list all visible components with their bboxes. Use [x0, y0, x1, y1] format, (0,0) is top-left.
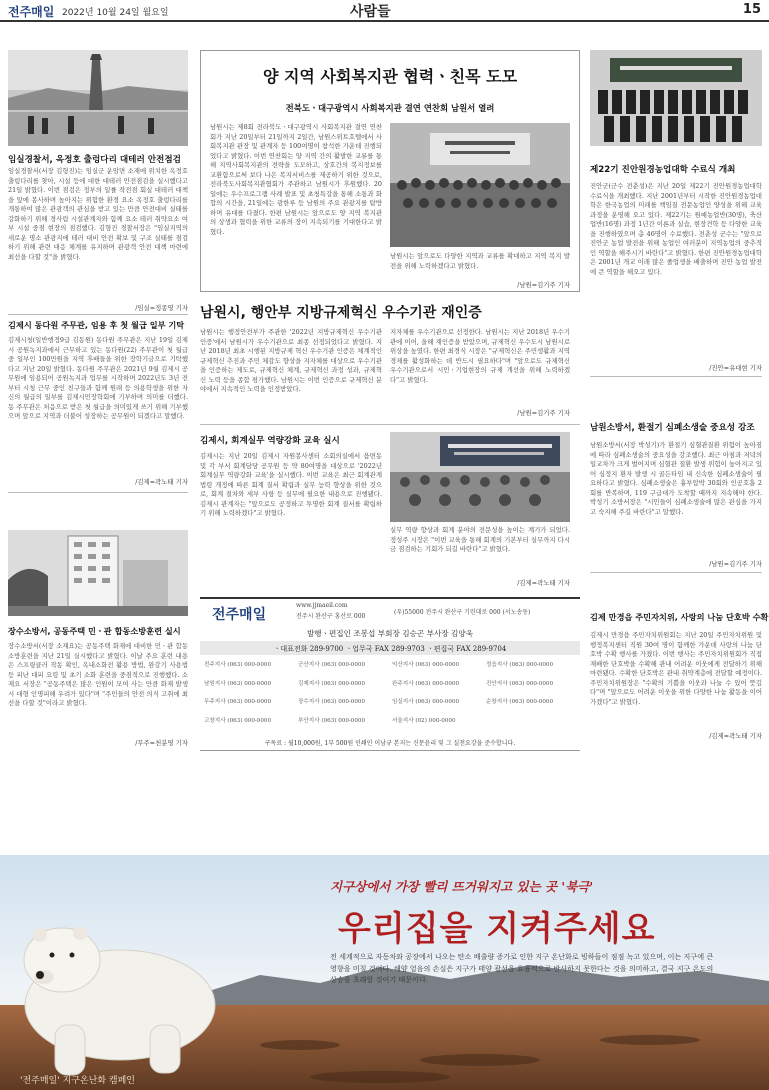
bureau-item: 김제지사 (063) 000-0000	[298, 680, 366, 687]
left-article-1-credit: /임실=정종영 기자	[135, 304, 188, 312]
divider	[200, 424, 580, 425]
center-article-1-body-2: 남원시는 앞으로도 다양한 지역과 교류를 확대하고 지역 복지 발전을 위해 노력하겠다고 밝혔다.	[390, 252, 570, 270]
section-title: 사람들	[350, 4, 391, 20]
masthead-tel: ㆍ대표전화 289-9700 ㆍ업무국 FAX 289-9703 ㆍ편집국 FAX 289-9704	[273, 645, 507, 653]
divider	[590, 572, 762, 573]
bureau-item: 군산지사 (063) 000-0000	[298, 662, 366, 668]
right-article-2-title: 남원소방서, 환절기 심폐소생술 중요성 강조	[590, 423, 755, 433]
masthead-footer: 구독료 : 월10,000원, 1부 500원 인쇄인 이남규 본지는 신문윤리 및 그 실천요강을 준수합니다.	[264, 740, 516, 747]
center-article-3-credit: /김제=곽노태 기자	[517, 579, 570, 587]
right-article-3-credit: /김제=곽노태 기자	[709, 732, 762, 740]
center-photo-2	[390, 432, 570, 522]
bureau-item: 완주지사 (063) 000-0000	[392, 680, 460, 687]
center-article-1-credit: /남원=김기주 기자	[517, 281, 570, 289]
bureau-item: 부안지사 (063) 000-0000	[298, 717, 366, 724]
ad-tagline: 지구상에서 가장 빨리 뜨거워지고 있는 곳 '북극'	[330, 879, 594, 894]
center-article-2-title: 남원시, 행안부 지방규제혁신 우수기관 재인증	[200, 305, 482, 321]
center-article-2-credit: /남원=김기주 기자	[517, 409, 570, 417]
right-photo-1	[590, 50, 762, 146]
left-article-2-credit: /김제=곽노태 기자	[135, 478, 188, 486]
climate-campaign-ad	[0, 855, 769, 1090]
left-article-3-body: 장수소방서(서장 소재요)는 공동주택 화재에 대비한 민ㆍ관 합동소방훈련을 지난 21일 실시했다고 밝혔다. 이날 주요 훈련 내용은 스프링클러 작동 확인, 옥내소화전 활용 방법, 완강기 사용법 등 피난 대피 요령 및 초기 소화 훈련을 중점적으로 진행했다. 소재요 서장은 "공동주택은 많은 인원이 모여 사는 만큼 화재 발생 시 대형 인명피해 우려가 있다"며 "주민들의 안전 의식 고취에 최선을 다할 것"이라고 밝혔다.	[8, 642, 188, 707]
center-article-1-body: 남원시는 제8회 전라북도ㆍ대구광역시 사회복지관 결연 연찬회가 지난 20일부터 21일까지 2일간, 남원스위트호텔에서 사회복지관 관장 및 관계자 등 100여명이 참석한 가운데 진행되었다고 밝혔다. 이번 연찬회는 양 지역 간의 활발한 교류를 통해 지역사회복지관의 전략을 도모하고, 상호간의 복지정보를 교환함으로써 보다 나은 복지서비스를 제공하기 위한 것으로, 전라북도사회복지관협회가 주관하고 남원시가 후원했다. 20일에는 우수프로그램 사례 발표 및 초청특강을 통해 소통과 화합의 시간을, 21일에는 광한루 등 남원의 주요 관광지를 탐방하며 유대를 다졌다. 한편 남원시는 앞으로도 양 지역 복지관의 상생과 협력을 위한 교류의 장이 지속되기를 기대한다고 밝혔다.	[210, 123, 382, 236]
ad-headline: 우리집을 지켜주세요	[338, 909, 656, 949]
center-article-3-body: 김제시는 지난 20일 김제시 자원봉사센터 소회의실에서 읍면동 및 각 부서 회계담당 공무원 등 약 80여명을 대상으로 '2022년 회계실무 역량강화 교육'을 실시했다. 이번 교육은 최근 회계관계 법령 개정에 따른 회계 질서 확립과 실무 능력 향상을 위한 것으로, 회계 절차와 세부 사항 등 실무에 필요한 내용으로 진행됐다. 김제시 관계자는 "앞으로도 공정하고 투명한 회계 질서를 확립하기 위해 노력하겠다"고 밝혔다.	[200, 452, 382, 517]
bureau-item: 임실지사 (063) 000-0000	[392, 699, 460, 705]
bureau-item: 고창지사 (063) 000-0000	[204, 717, 272, 724]
bureau-list	[204, 660, 576, 732]
ad-footer: '전주매일' 지구온난화 캠페인	[20, 1076, 135, 1086]
right-article-3-title: 김제 만경읍 주민자치위, 사랑의 나눔 단호박 수확	[590, 612, 769, 622]
bureau-item: 정읍지사 (063) 000-0000	[486, 662, 554, 668]
right-article-3-body: 김제시 만경읍 주민자치위원회는 지난 20일 주민자치위원 및 행정복지센터 직원 30여 명이 함께한 가운데 사랑의 나눔 단호박 수확 행사를 가졌다. 이번 행사는 주민자치위원회가 직접 재배한 단호박을 수확해 관내 어려운 이웃에게 전달하기 위해 마련됐다. 수확한 단호박은 관내 취약계층에 전달할 예정이다. 주민자치위원장은 "수확의 기쁨을 이웃과 나눌 수 있어 뜻깊다"며 "앞으로도 어려운 이웃을 위한 다양한 나눔 활동을 이어가겠다"고 밝혔다.	[590, 631, 762, 706]
center-article-3-body-2: 실무 역량 향상과 회계 분야의 전문성을 높이는 계기가 되었다. 정성주 시장은 "이번 교육을 통해 회계의 기본부터 실무까지 다시금 점검하는 기회가 되길 바란다"고 밝혔다.	[390, 526, 570, 553]
left-photo-1	[8, 50, 188, 146]
left-article-2-body: 김제시청(일반행정9급 김동원) 동다원 주무관은 지난 19일 김제시 공원녹지과에서 근무하고 있는 동다원(22) 주무관이 첫 월급중 일부인 100만원을 지역 후배들을 위한 장학기금으로 기탁했다고 지난 20일 밝혔다. 동다원 주무관은 2021년 9월 김제시 공무원에 임용되어 공원녹지과 업무를 시작하며 2022년도 3년 전부터 시청 근무 중인 친구들과 함께 원래 등 의용학생을 위한 자신의 월급의 일부를 김제시민장학회에 기부하며 의미를 더했다. 동 주무관은 처음으로 받은 첫 월급을 의미있게 쓰기 위해 기부했으며 앞으로 지역과 더불어 성장하는 공무원이 되겠다고 말했다.	[8, 336, 188, 420]
center-article-3-title: 김제시, 회계실무 역량강화 교육 실시	[200, 436, 340, 446]
masthead-name: 전주매일	[212, 607, 267, 623]
bureau-item: 무주지사 (063) 000-0000	[204, 699, 272, 705]
right-article-1-title: 제22기 진안원경농업대학 수료식 개최	[590, 165, 736, 175]
divider	[8, 492, 188, 493]
left-article-1-body: 임실경찰서(서장 김형진)는 임실군 운암면 소재에 위치한 옥정호 출렁다리를 찾아, 시설 등에 대한 대테러 안전점검을 실시했다고 21일 밝혔다. 이번 점검은 정부의 일률 작전점 회실 대테러 대책을 앞에 봉사하며 높아지는 위험한 환경 요소 옥정호 출렁다리를 개통하여 많은 관광객의 관심을 받고 있는 만큼 안전대비 실태를 강화하기 위해 경사림 시설관계자와 함께 요소 테러 취약요소 여부 시설 중점 현장의 점검했다. 김형진 경찰서장은 "임실지역의 새로운 명소 관광지에 테러 대비 안전 확보 및 구조 실태를 점검하기 위해 관련 대응 체계를 유지하며 관광객 안전 대책 마련에 최선을 다할 것"을 밝혔다.	[8, 167, 188, 261]
left-article-3-title: 장수소방서, 공동주택 민ㆍ관 합동소방훈련 실시	[8, 626, 181, 636]
bureau-item: 전주지사 (063) 000-0000	[204, 662, 272, 668]
left-article-1-title: 임실경찰서, 옥정호 출렁다리 대테러 안전점검	[8, 155, 181, 165]
center-article-2-body: 남원시는 행정안전부가 주관한 '2022년 지방규제혁신 우수기관 인증'에서 남원시가 우수기관으로 최종 선정되었다고 밝혔다. 지난 2018년 최초 시행된 지방규제 혁신 우수기관 인증은 체계적인 규제혁신 추진과 주민 체감도 향상을 지자체를 대상으로 우수기관을 인증하는 제도로, 규제혁신 체계, 규제혁신 과정 성과, 규제혁신 노력 등을 종합 평가했다. 남원시는 이번 인증으로 규제혁신 분야에서 지속적인 노력을 인정받았다.	[200, 328, 382, 393]
masthead-people: 발행ㆍ편집인 조봉섭 부회장 김승곤 부사장 김양욱	[306, 629, 474, 638]
masthead-address-1: 전주시 완산구 홍산로 000	[296, 613, 366, 620]
left-photo-2	[8, 530, 188, 616]
divider	[8, 314, 188, 315]
right-article-2-credit: /남원=김기주 기자	[709, 560, 762, 568]
issue-date: 2022년 10월 24일 월요일	[62, 8, 169, 18]
bureau-item: 순창지사 (063) 000-0000	[486, 699, 554, 705]
bureau-item: 진안지사 (063) 000-0000	[486, 680, 554, 687]
right-article-1-body: 진안군(군수 전춘성)은 지난 20일 제22기 진안원경농업대학 수료식을 개최했다. 지난 2001년부터 시작한 진안원경농업대학은 한국농업의 미래를 책임질 전문농업인 양성을 위해 교육과정을 운영해 오고 있다. 제22기는 원예농업반(30명), 축산업반(16명) 과정 1년간 이론과 실습, 현장견학 등 다양한 교육을 진행하였으며 총 46명이 수료했다. 전춘성 군수는 "앞으로 진안군 농업 발전을 위해 농업인 여러분이 지역농업의 중추적인 역할을 해주시기 바란다"고 밝혔다. 한편 진안원경농업대학은 2001년 개교 이래 많은 졸업생을 배출하며 진안 농업 발전에 큰 역할을 해오고 있다.	[590, 182, 762, 276]
masthead-url: www.jjmaeil.com	[296, 602, 348, 609]
page-header	[0, 0, 769, 22]
center-article-1-title: 양 지역 사회복지관 협력ㆍ친목 도모	[262, 67, 518, 86]
bureau-item: 남원지사 (063) 000-0000	[204, 680, 272, 687]
center-photo-1	[390, 123, 570, 247]
bureau-item: 서울지사 (02) 000-0000	[392, 717, 456, 724]
right-article-1-credit: /진안=유대현 기자	[709, 364, 762, 372]
left-article-3-credit: /무주=천분영 기자	[135, 739, 188, 747]
bureau-item: 익산지사 (063) 000-0000	[392, 662, 460, 668]
bureau-item: 장수지사 (063) 000-0000	[298, 699, 366, 705]
page-number: 15	[742, 2, 761, 17]
divider	[590, 376, 762, 377]
right-article-2-body: 남원소방서(서장 박성기)가 환절기 심혈관질환 위험이 높아짐에 따라 심폐소생술의 중요성을 강조했다. 최근 아침과 저녁의 일교차가 크게 벌어지며 심혈관 질환 발생 위험이 높아지고 있어 심정지 환자 발생 시 골든타임 내 신속한 심폐소생술이 필요하다고 밝혔다. 심폐소생술은 흉부압박 30회와 인공호흡 2회를 반복하며, 119 구급대가 도착할 때까지 지속해야 한다. 박성기 소방서장은 "시민들이 심폐소생술에 많은 관심을 가지고 숙지해 주길 바란다"고 말했다.	[590, 441, 762, 516]
newspaper-logo: 전주매일	[8, 5, 55, 19]
ad-description: 전 세계적으로 자동차와 공장에서 나오는 탄소 배출량 증가로 인한 지구 온난화로 빙하들이 점점 녹고 있으며, 이는 지구에 큰 영향을 미칠 것이다. 해양 얼음의 손실은 지구가 태양 광선을 효율적으로 반사하지 못한다는 것을 의미하고, 결국 지구 온도의 상승을 초래할 것이기 때문이다.	[330, 952, 714, 984]
masthead-address-2: (우)55000 전주시 완산구 기린대로 000 (서노송동)	[394, 609, 531, 616]
center-article-2-body-2: 지자체를 우수기관으로 선정한다. 남원시는 지난 2018년 우수기관에 이어, 올해 재인증을 받았으며, 규제혁신 우수도시 남원시로 위상을 높였다. 한편 최경식 시장은 "규제혁신은 주민생활과 지역경제를 활성화하는 데 반드시 필요하다"며 "앞으로도 규제혁신 우수기관으로서 시민ㆍ기업현장의 규제 개선을 위해 노력하겠다"고 밝혔다.	[390, 328, 570, 384]
center-article-1-subtitle: 전북도ㆍ대구광역시 사회복지관 결연 연찬회 남원서 열려	[285, 103, 495, 113]
left-article-2-title: 김제시 동다원 주무관, 임용 후 첫 월급 일부 기탁	[8, 320, 185, 330]
